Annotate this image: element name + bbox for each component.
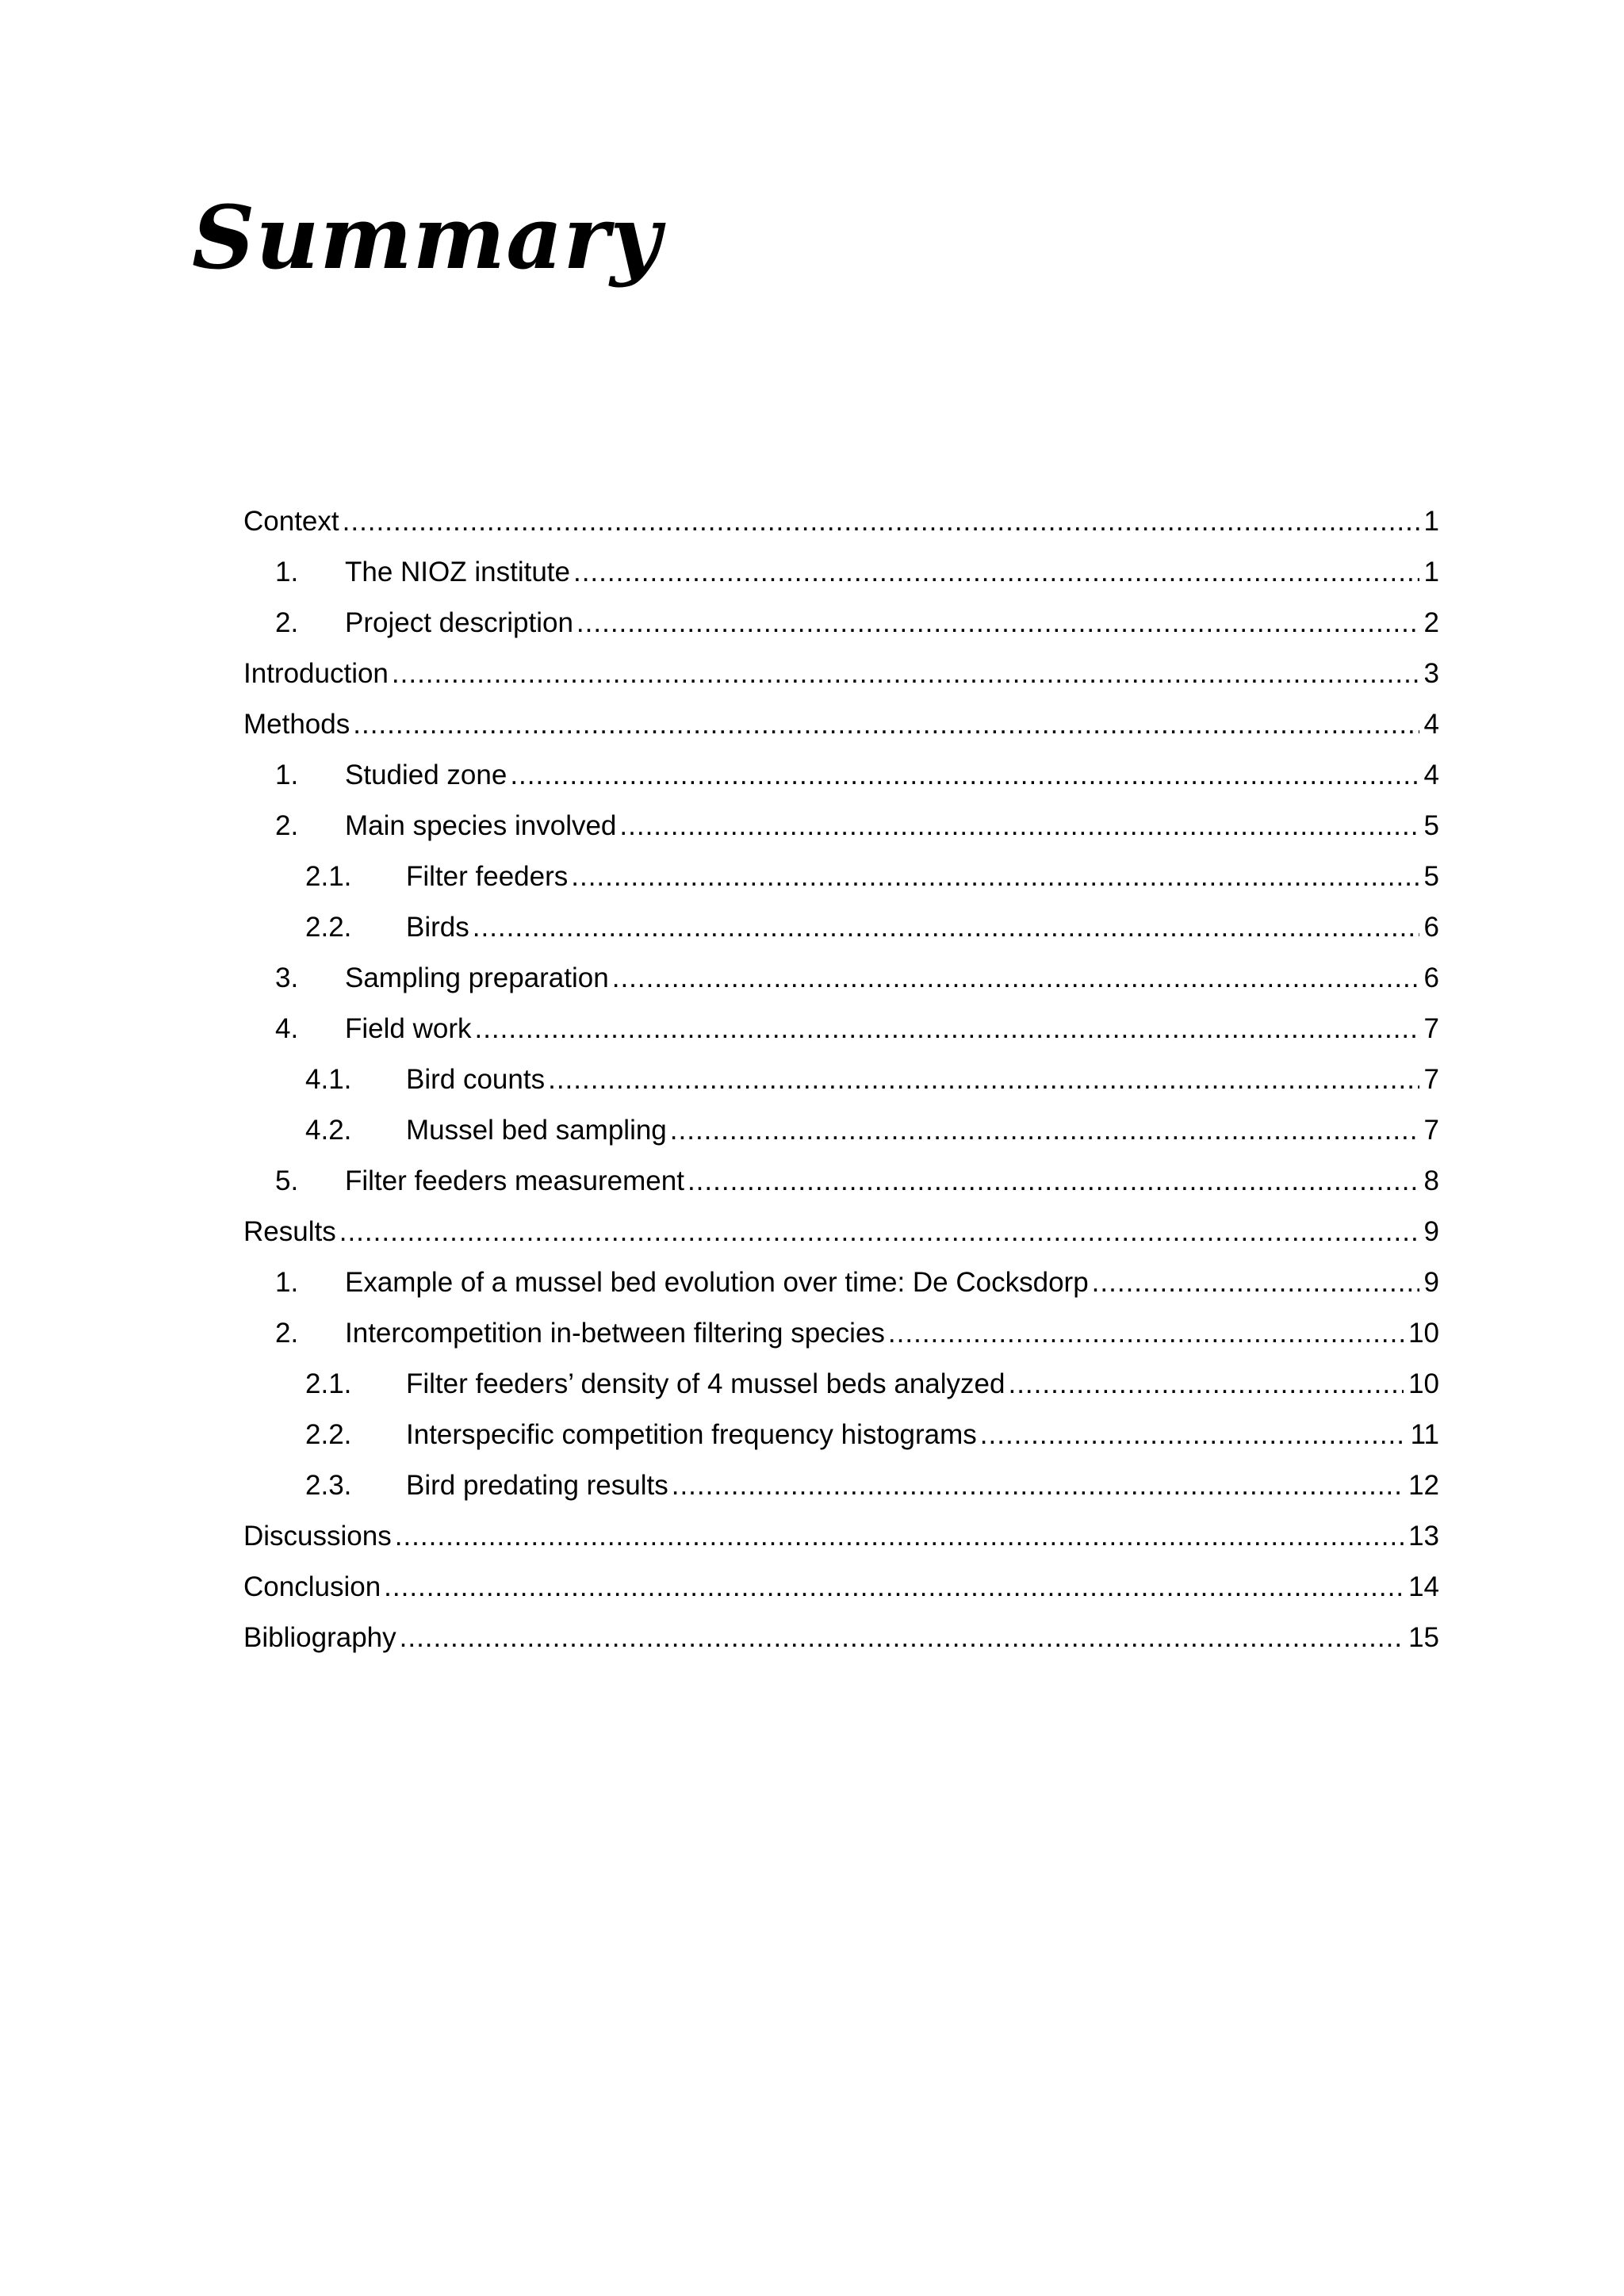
toc-entry-title: Conclusion — [243, 1571, 381, 1602]
toc-entry-title: Filter feeders’ density of 4 mussel beds analyzed — [406, 1368, 1005, 1399]
toc-entry[interactable] — [243, 649, 1439, 699]
toc-entry-title: Filter feeders measurement — [345, 1165, 684, 1196]
toc-entry-number: 2. — [275, 607, 299, 638]
toc-entry-number: 2.3. — [305, 1470, 352, 1501]
toc-entry-title: Mussel bed sampling — [406, 1115, 667, 1146]
toc-entry-page-number: 15 — [1408, 1622, 1439, 1653]
toc-entry-number: 5. — [275, 1165, 299, 1196]
toc-entry-number: 4.2. — [305, 1115, 352, 1146]
toc-entry-title: Studied zone — [345, 760, 508, 790]
toc-entry[interactable] — [243, 1207, 1439, 1257]
table-of-contents — [243, 496, 1439, 1663]
toc-entry-page-number: 11 — [1410, 1419, 1439, 1450]
toc-entry-page-number: 7 — [1423, 1064, 1439, 1095]
toc-entry-title: Field work — [345, 1013, 472, 1044]
toc-entry[interactable] — [243, 750, 1439, 801]
toc-entry-title: Bird predating results — [406, 1470, 668, 1501]
page-title: Summary — [192, 186, 662, 289]
toc-entry[interactable] — [243, 1562, 1439, 1613]
toc-entry-number: 4. — [275, 1013, 299, 1044]
toc-dot-leader — [1092, 1257, 1419, 1308]
toc-entry[interactable] — [243, 1460, 1439, 1511]
toc-entry-page-number: 13 — [1408, 1521, 1439, 1552]
toc-entry-number: 2. — [275, 1318, 299, 1349]
toc-dot-leader — [384, 1562, 1404, 1613]
toc-entry-number: 2.2. — [305, 912, 352, 943]
toc-entry-title: Bird counts — [406, 1064, 546, 1095]
toc-entry[interactable] — [243, 1613, 1439, 1663]
toc-dot-leader — [473, 902, 1419, 953]
toc-entry-page-number: 6 — [1423, 912, 1439, 943]
toc-entry-page-number: 1 — [1423, 506, 1439, 537]
toc-entry-number: 2. — [275, 810, 299, 841]
toc-entry[interactable] — [243, 1511, 1439, 1562]
toc-dot-leader — [343, 496, 1419, 547]
toc-dot-leader — [474, 1004, 1419, 1054]
toc-entry-page-number: 10 — [1408, 1368, 1439, 1399]
toc-dot-leader — [619, 801, 1419, 851]
toc-dot-leader — [672, 1460, 1404, 1511]
toc-entry-page-number: 7 — [1423, 1115, 1439, 1146]
toc-entry-page-number: 10 — [1408, 1318, 1439, 1349]
toc-entry-title: Birds — [406, 912, 469, 943]
toc-entry-title: Interspecific competition frequency histograms — [406, 1419, 977, 1450]
toc-entry-number: 2.1. — [305, 861, 352, 892]
toc-entry-title: Intercompetition in-between filtering species — [345, 1318, 885, 1349]
toc-entry[interactable] — [243, 547, 1439, 598]
toc-dot-leader — [688, 1156, 1419, 1207]
toc-dot-leader — [395, 1511, 1404, 1562]
toc-dot-leader — [888, 1308, 1404, 1359]
toc-entry[interactable] — [243, 598, 1439, 649]
toc-entry[interactable] — [243, 1054, 1439, 1105]
toc-entry-number: 1. — [275, 557, 299, 587]
toc-entry[interactable] — [243, 1004, 1439, 1054]
toc-dot-leader — [571, 851, 1419, 902]
toc-entry-page-number: 3 — [1423, 658, 1439, 689]
toc-entry[interactable] — [243, 1308, 1439, 1359]
toc-entry-number: 2.2. — [305, 1419, 352, 1450]
toc-entry[interactable] — [243, 1105, 1439, 1156]
toc-entry-number: 3. — [275, 962, 299, 993]
toc-entry-page-number: 7 — [1423, 1013, 1439, 1044]
toc-entry-title: Context — [243, 506, 339, 537]
toc-entry-page-number: 8 — [1423, 1165, 1439, 1196]
toc-dot-leader — [400, 1613, 1404, 1663]
toc-entry-title: Discussions — [243, 1521, 392, 1552]
toc-entry-page-number: 5 — [1423, 861, 1439, 892]
toc-dot-leader — [392, 649, 1419, 699]
toc-dot-leader — [573, 547, 1419, 598]
toc-dot-leader — [1008, 1359, 1404, 1410]
toc-entry-page-number: 9 — [1423, 1216, 1439, 1247]
toc-entry-number: 2.1. — [305, 1368, 352, 1399]
toc-entry-page-number: 12 — [1408, 1470, 1439, 1501]
toc-entry[interactable] — [243, 801, 1439, 851]
toc-entry-title: Project description — [345, 607, 573, 638]
toc-entry-title: Filter feeders — [406, 861, 569, 892]
toc-entry[interactable] — [243, 851, 1439, 902]
toc-entry-page-number: 4 — [1423, 760, 1439, 790]
toc-entry-title: Results — [243, 1216, 336, 1247]
toc-entry[interactable] — [243, 699, 1439, 750]
toc-entry[interactable] — [243, 1156, 1439, 1207]
toc-entry-number: 1. — [275, 1267, 299, 1298]
toc-entry-title: Example of a mussel bed evolution over time: De Cocksdorp — [345, 1267, 1089, 1298]
toc-entry-page-number: 6 — [1423, 962, 1439, 993]
toc-entry[interactable] — [243, 1410, 1439, 1460]
toc-entry-page-number: 14 — [1408, 1571, 1439, 1602]
toc-entry-title: Methods — [243, 709, 350, 740]
toc-dot-leader — [548, 1054, 1419, 1105]
toc-entry-number: 1. — [275, 760, 299, 790]
toc-entry-page-number: 5 — [1423, 810, 1439, 841]
toc-entry-title: The NIOZ institute — [345, 557, 570, 587]
toc-entry-title: Bibliography — [243, 1622, 396, 1653]
toc-entry[interactable] — [243, 953, 1439, 1004]
toc-entry-number: 4.1. — [305, 1064, 352, 1095]
toc-dot-leader — [510, 750, 1419, 801]
toc-entry-page-number: 2 — [1423, 607, 1439, 638]
toc-dot-leader — [353, 699, 1419, 750]
toc-entry-title: Main species involved — [345, 810, 617, 841]
toc-dot-leader — [339, 1207, 1419, 1257]
toc-dot-leader — [980, 1410, 1406, 1460]
toc-dot-leader — [670, 1105, 1419, 1156]
toc-entry[interactable] — [243, 496, 1439, 547]
toc-entry-page-number: 1 — [1423, 557, 1439, 587]
toc-dot-leader — [612, 953, 1419, 1004]
toc-entry-page-number: 9 — [1423, 1267, 1439, 1298]
toc-entry-title: Introduction — [243, 658, 389, 689]
toc-entry-title: Sampling preparation — [345, 962, 609, 993]
toc-entry-page-number: 4 — [1423, 709, 1439, 740]
toc-entry[interactable] — [243, 1257, 1439, 1308]
toc-entry[interactable] — [243, 1359, 1439, 1410]
toc-dot-leader — [576, 598, 1419, 649]
toc-entry[interactable] — [243, 902, 1439, 953]
